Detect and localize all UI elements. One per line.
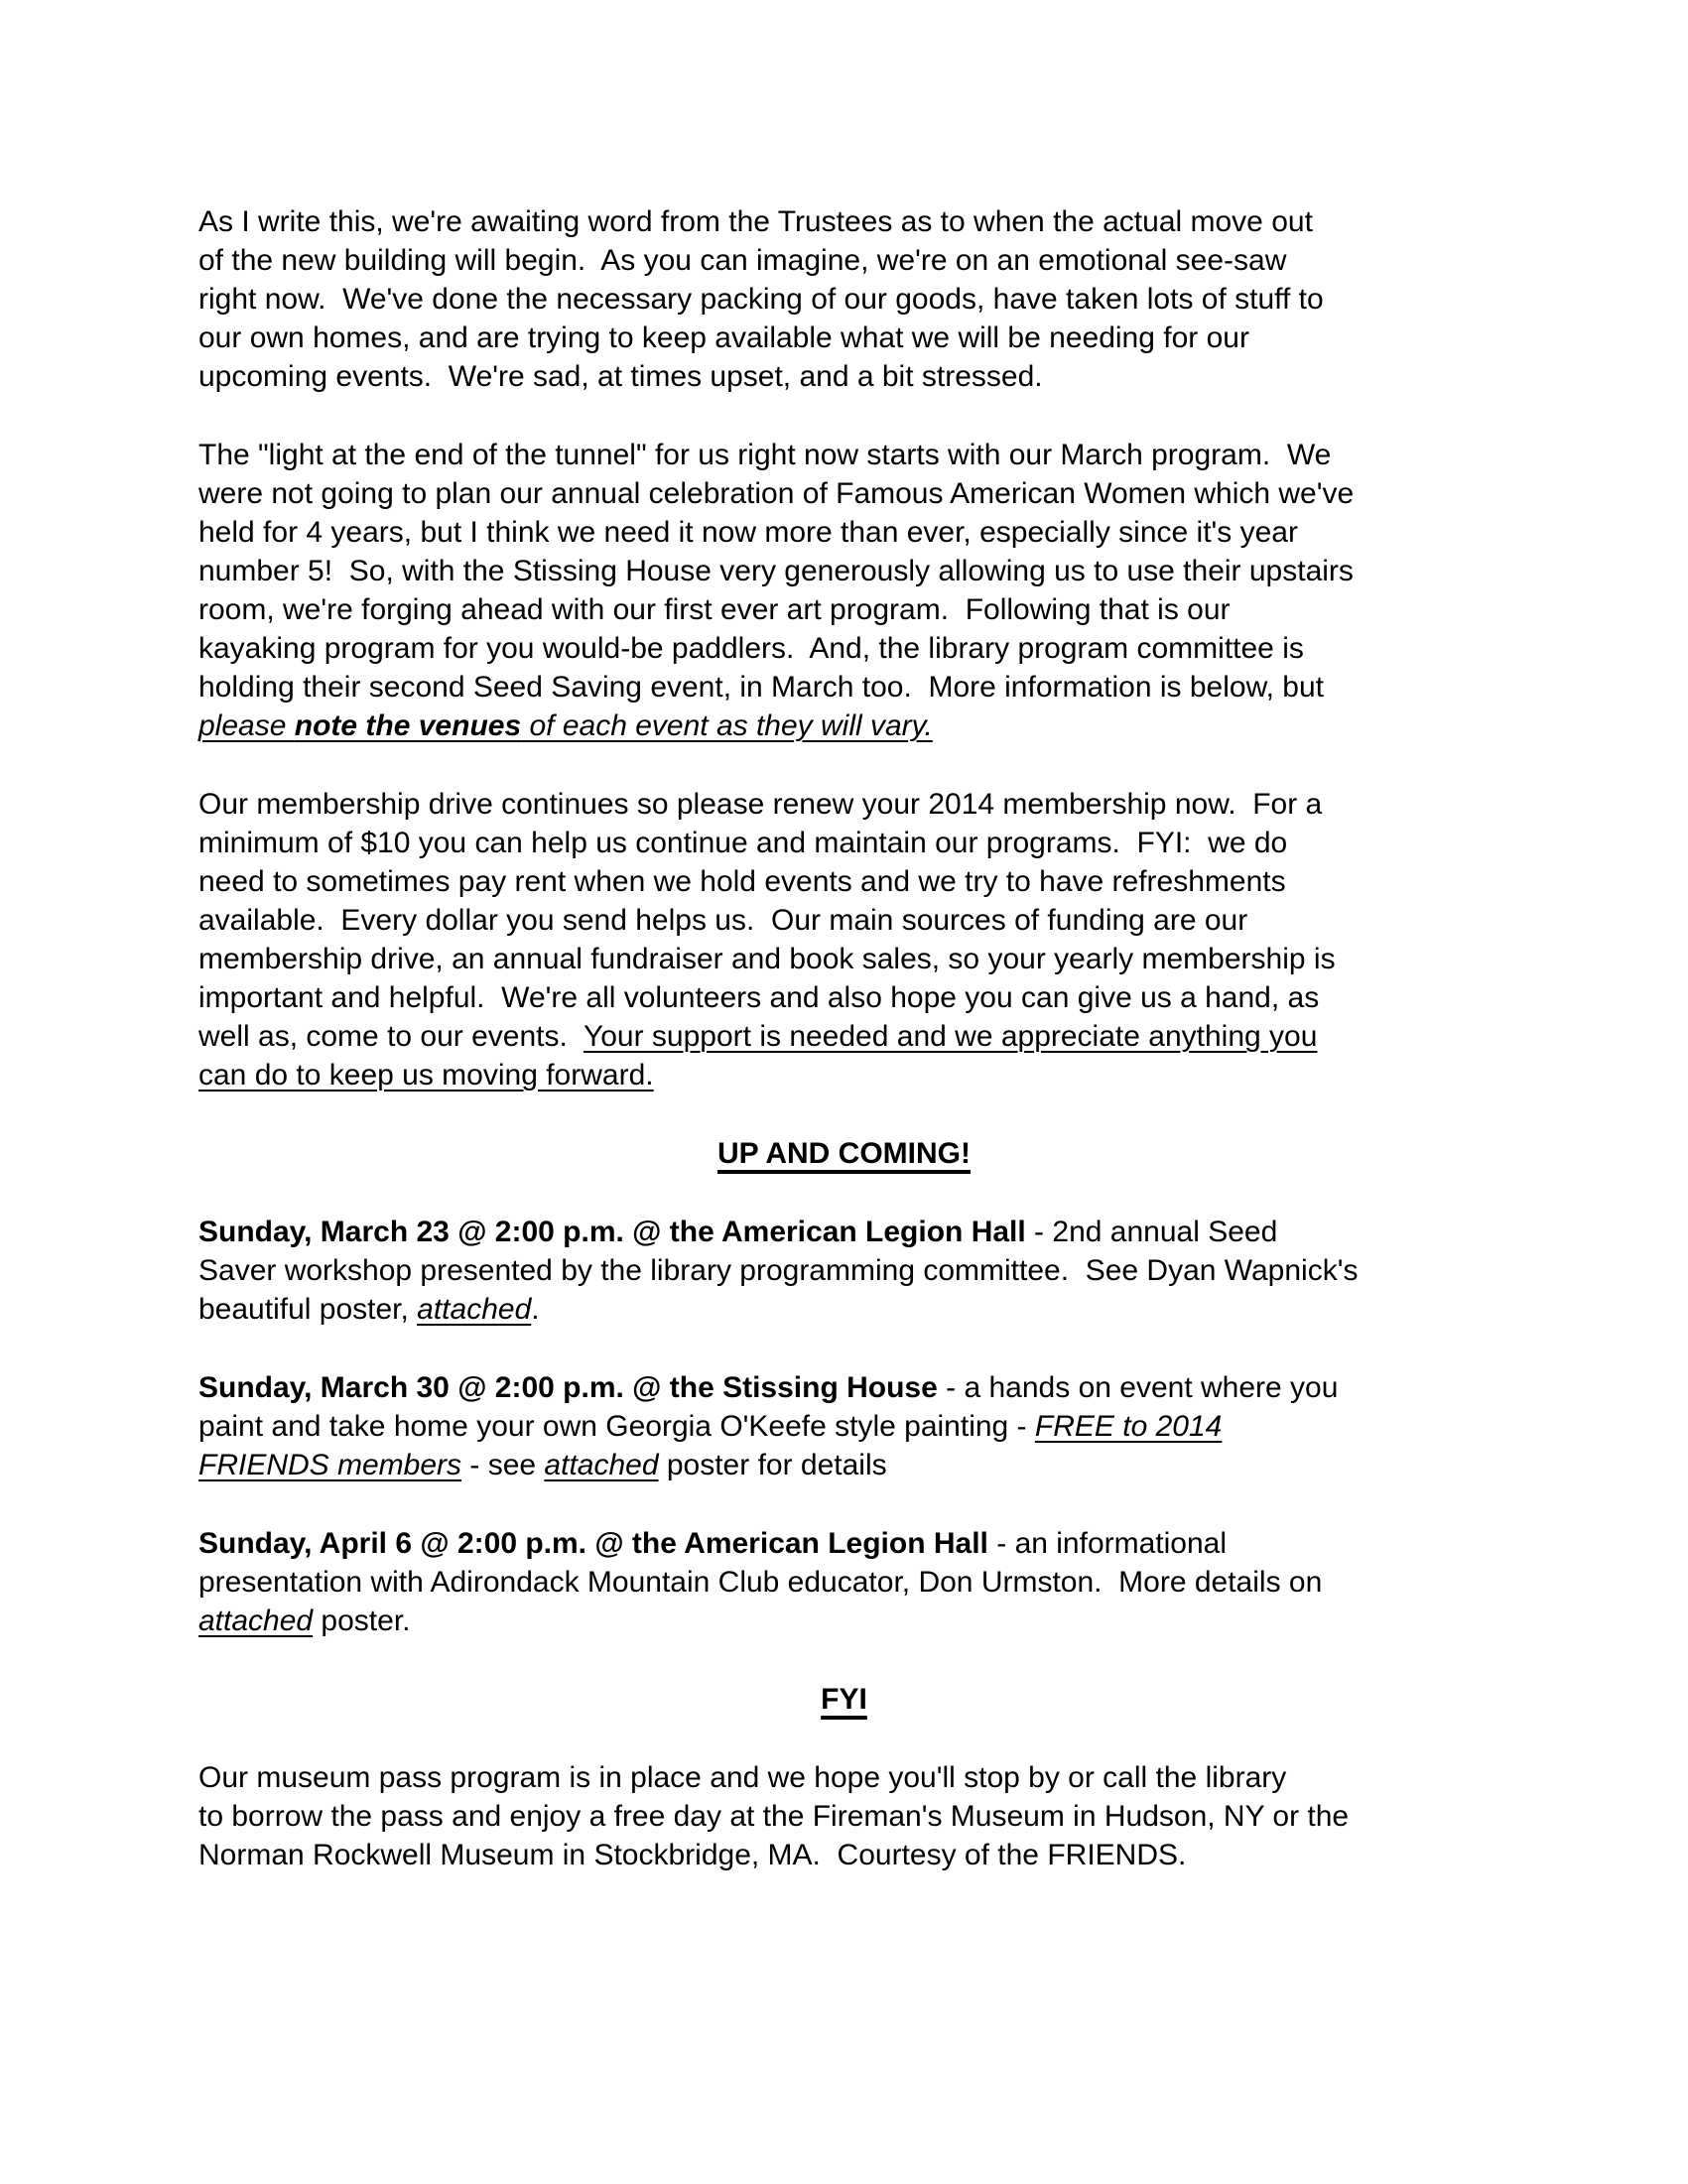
text-run: kayaking program for you would-be paddlers. And, the library program committee is xyxy=(198,632,1304,665)
text-line xyxy=(198,202,1490,241)
text-line xyxy=(198,1680,1490,1719)
heading xyxy=(198,1134,1490,1173)
paragraph xyxy=(198,1758,1490,1874)
text-run: attached xyxy=(544,1449,659,1481)
text-run: - see xyxy=(461,1449,545,1481)
text-run: The "light at the end of the tunnel" for us right now starts with our March program. We xyxy=(198,439,1332,471)
text-line xyxy=(198,1602,1490,1640)
text-run: to borrow the pass and enjoy a free day at the Fireman's Museum in Hudson, NY or the xyxy=(198,1800,1350,1833)
text-line xyxy=(198,357,1490,396)
text-run: of the new building will begin. As you can imagine, we're on an emotional see-saw xyxy=(198,244,1287,277)
document-body xyxy=(198,202,1490,1914)
text-line xyxy=(198,1407,1490,1446)
text-run: need to sometimes pay rent when we hold events and we try to have refreshments xyxy=(198,865,1286,898)
text-line xyxy=(198,319,1490,357)
text-run: UP AND COMING! xyxy=(717,1137,971,1170)
text-run: As I write this, we're awaiting word from the Trustees as to when the actual move out xyxy=(198,205,1313,238)
text-line xyxy=(198,436,1490,474)
text-run: presentation with Adirondack Mountain Club educator, Don Urmston. More details on xyxy=(198,1566,1323,1599)
text-line xyxy=(198,280,1490,319)
text-line xyxy=(198,1251,1490,1290)
paragraph xyxy=(198,202,1490,396)
text-line xyxy=(198,1056,1490,1094)
text-line xyxy=(198,824,1490,862)
text-run: well as, come to our events. xyxy=(198,1020,584,1053)
text-run: held for 4 years, but I think we need it now more than ever, especially since it's year xyxy=(198,516,1298,549)
paragraph xyxy=(198,1368,1490,1484)
text-run: FREE to 2014 xyxy=(1034,1410,1223,1443)
text-line xyxy=(198,1290,1490,1329)
text-line xyxy=(198,707,1490,745)
text-run: Sunday, March 30 @ 2:00 p.m. @ the Stissing House xyxy=(198,1371,938,1404)
text-run: paint and take home your own Georgia O'Keefe style painting - xyxy=(198,1410,1035,1443)
text-line xyxy=(198,629,1490,668)
text-run: Your support is needed and we appreciate anything you xyxy=(583,1020,1318,1053)
text-line xyxy=(198,1017,1490,1056)
text-run: Sunday, April 6 @ 2:00 p.m. @ the American Legion Hall xyxy=(198,1527,988,1560)
text-run: Our museum pass program is in place and we hope you'll stop by or call the library xyxy=(198,1761,1287,1794)
text-run: - an informational xyxy=(987,1527,1228,1560)
text-line xyxy=(198,940,1490,978)
text-run: minimum of $10 you can help us continue and maintain our programs. FYI: we do xyxy=(198,827,1288,859)
text-run: of each event as they will vary. xyxy=(521,709,933,742)
text-line xyxy=(198,668,1490,707)
text-run: FRIENDS members xyxy=(198,1449,462,1481)
text-line xyxy=(198,978,1490,1017)
text-run: important and helpful. We're all volunteers and also hope you can give us a hand, as xyxy=(198,981,1320,1014)
text-line xyxy=(198,1797,1490,1836)
text-run: poster for details xyxy=(658,1449,887,1481)
paragraph xyxy=(198,785,1490,1094)
text-line xyxy=(198,1134,1490,1173)
text-run: attached xyxy=(198,1605,314,1637)
text-line xyxy=(198,862,1490,901)
text-run: upcoming events. We're sad, at times upset, and a bit stressed. xyxy=(198,360,1043,393)
text-line xyxy=(198,1446,1490,1484)
text-run: note the venues xyxy=(294,709,522,742)
paragraph xyxy=(198,1213,1490,1329)
text-run: our own homes, and are trying to keep available what we will be needing for our xyxy=(198,321,1249,354)
text-run: membership drive, an annual fundraiser and book sales, so your yearly membership is xyxy=(198,943,1336,975)
text-run: please xyxy=(198,709,295,742)
text-run: Norman Rockwell Museum in Stockbridge, MA. Courtesy of the FRIENDS. xyxy=(198,1839,1187,1871)
text-run: poster. xyxy=(313,1605,411,1637)
heading xyxy=(198,1680,1490,1719)
text-run: attached xyxy=(417,1293,532,1326)
text-run: Sunday, March 23 @ 2:00 p.m. @ the American Legion Hall xyxy=(198,1216,1026,1248)
text-run: available. Every dollar you send helps us. Our main sources of funding are our xyxy=(198,904,1248,937)
paragraph xyxy=(198,436,1490,745)
text-line xyxy=(198,1836,1490,1874)
text-line xyxy=(198,513,1490,552)
text-run: beautiful poster, xyxy=(198,1293,418,1326)
text-line xyxy=(198,552,1490,590)
text-run: can do to keep us moving forward. xyxy=(198,1059,654,1092)
text-line xyxy=(198,590,1490,629)
text-run: - 2nd annual Seed xyxy=(1025,1216,1278,1248)
text-run: Saver workshop presented by the library programming committee. See Dyan Wapnick's xyxy=(198,1254,1359,1287)
text-line xyxy=(198,1758,1490,1797)
text-line xyxy=(198,1368,1490,1407)
text-run: Our membership drive continues so please renew your 2014 membership now. For a xyxy=(198,788,1323,821)
text-run: FYI xyxy=(821,1683,867,1716)
text-run: . xyxy=(531,1293,540,1326)
text-run: right now. We've done the necessary packing of our goods, have taken lots of stuff to xyxy=(198,283,1324,316)
text-line xyxy=(198,1524,1490,1563)
text-line xyxy=(198,1563,1490,1602)
text-line xyxy=(198,474,1490,513)
text-run: - a hands on event where you xyxy=(937,1371,1339,1404)
text-line xyxy=(198,901,1490,940)
paragraph xyxy=(198,1524,1490,1640)
text-run: were not going to plan our annual celebration of Famous American Women which we've xyxy=(198,477,1355,510)
text-line xyxy=(198,785,1490,824)
text-line xyxy=(198,1213,1490,1251)
text-run: number 5! So, with the Stissing House very generously allowing us to use their upstairs xyxy=(198,555,1354,587)
text-run: room, we're forging ahead with our first ever art program. Following that is our xyxy=(198,593,1231,626)
text-run: holding their second Seed Saving event, in March too. More information is below, but xyxy=(198,671,1324,704)
text-line xyxy=(198,241,1490,280)
